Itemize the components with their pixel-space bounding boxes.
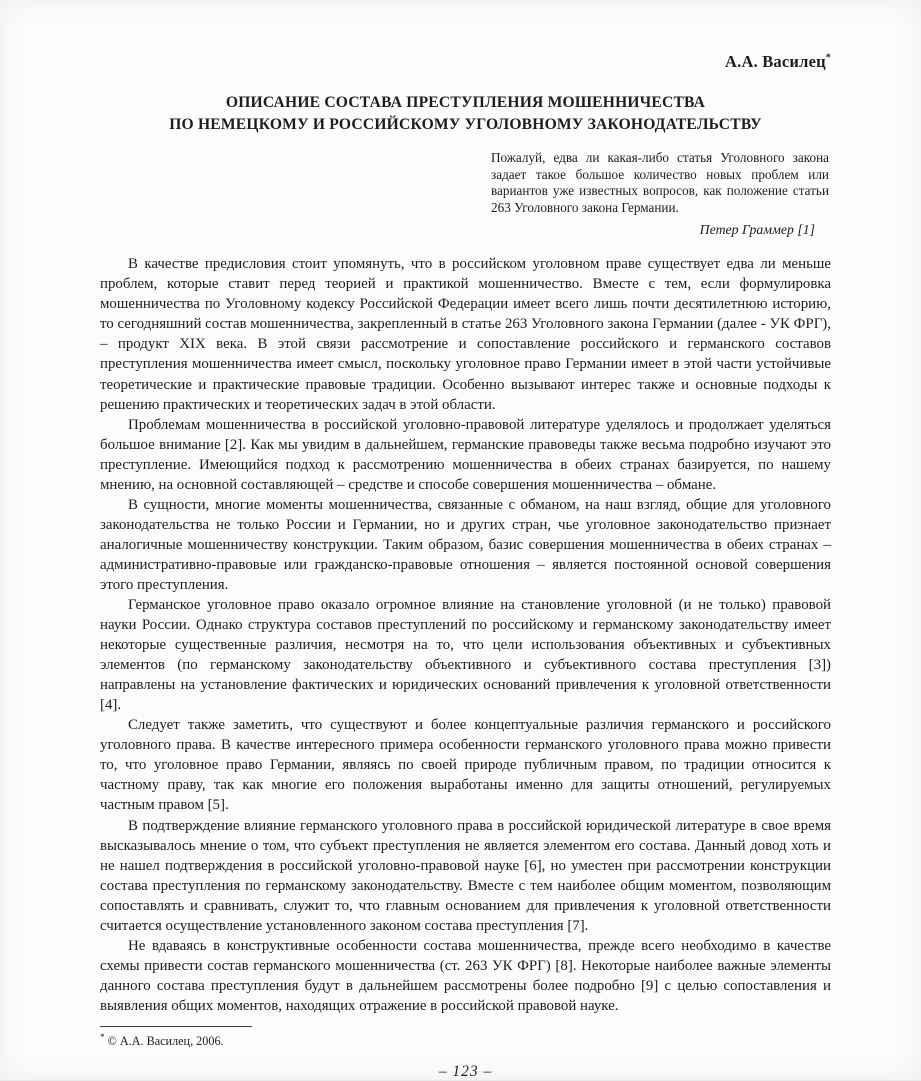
paragraph: В качестве предисловия стоит упомянуть, что в российском уголовном праве существует едва ли меньше проблем, которые ставит перед теорией и практикой мошенничество. Вместе с тем, если формулировка мошенничества по Уголовному кодексу Российской Федерации имеет всего лишь почти десятилетнюю историю, то сегодняшний состав мошенничества, закрепленный в статье 263 Уголовного закона Германии (далее - УК ФРГ), – продукт XIX века. В этой связи рассмотрение и сопоставление российского и германского составов преступления мошенничества имеет смысл, поскольку уголовное право Германии имеет в этой части устойчивые теоретические и практические правовые традиции. Особенно вызывают интерес также и основные подходы к решению практических и теоретических задач в этой области. [100, 256, 831, 413]
paper-title-line-2: ПО НЕМЕЦКОМУ И РОССИЙСКОМУ УГОЛОВНОМУ ЗАКОНОДАТЕЛЬСТВУ [169, 115, 762, 133]
paper-title [100, 92, 831, 136]
author-name: А.А. Василец [725, 52, 826, 71]
epigraph-attribution: Петер Граммер [1] [699, 222, 815, 238]
paragraph: Проблемам мошенничества в российской уголовно-правовой литературе уделялось и продолжает уделяться большое внимание [2]. Как мы увидим в дальнейшем, германские правоведы также весьма подробно изучают это преступление. Имеющийся подход к рассмотрению мошенничества в обеих странах базируется, по нашему мнению, на основной составляющей – средстве и способе совершения мошенничества – обмане. [100, 416, 831, 493]
page-number: – 123 – [438, 1063, 493, 1081]
epigraph-text: Пожалуй, едва ли какая-либо статья Уголовного закона задает такое большое количество новых проблем или вариантов уже известных вопросов, как положение статьи 263 Уголовного закона Германии. [491, 149, 829, 216]
footnote-divider [100, 1026, 252, 1027]
footnote [100, 1032, 831, 1049]
footnote-text: © А.А. Василец, 2006. [104, 1034, 224, 1049]
footnote-block [100, 1026, 831, 1049]
footnote-mark: * [100, 1032, 105, 1042]
author-footnote-mark: * [825, 52, 831, 64]
author-line [100, 52, 831, 72]
paragraph: Не вдаваясь в конструктивные особенности состава мошенничества, прежде всего необходимо в качестве схемы привести состав германского мошенничества (ст. 263 УК ФРГ) [8]. Некоторые наиболее важные элементы данного состава преступления будут в дальнейшем рассмотрены более подробно [9] с целью сопоставления и выявления общих моментов, находящих отражение в российской правовой науке. [100, 937, 831, 1014]
paragraph: В подтверждение влияние германского уголовного права в российской юридической литературе в свое время высказывалось мнение о том, что субъект преступления не является элементом его состава. Данный довод хоть и не нашел подтверждения в российской уголовно-правовой науке [6], но уместен при рассмотрении конструкции состава преступления по германскому законодательству. Вместе с тем наиболее общим моментом, позволяющим сопоставлять и сравнивать, служит то, что главным основанием для привлечения к уголовной ответственности считается осуществление установленного законом состава преступления [7]. [100, 817, 831, 934]
paragraph: Следует также заметить, что существуют и более концептуальные различия германского и российского уголовного права. В качестве интересного примера особенности германского уголовного права можно привести то, что уголовное право Германии, являясь по своей природе публичным правом, по традиции относится к частному праву, так как многие его положения выработаны именно для защиты отношений, регулируемых частным правом [5]. [100, 717, 831, 814]
paragraph: Германское уголовное право оказало огромное влияние на становление уголовной (и не только) правовой науки России. Однако структура составов преступлений по российскому и германскому законодательству имеет некоторые существенные различия, несмотря на то, что цели использования объективных и субъективных элементов (по германскому законодательству объективного и субъективного состава преступления [3]) направлены на установление фактических и юридических оснований привлечения к уголовной ответственности [4]. [100, 597, 831, 714]
article-body [100, 254, 831, 1016]
paper-title-line-1: ОПИСАНИЕ СОСТАВА ПРЕСТУПЛЕНИЯ МОШЕННИЧЕСТВА [225, 94, 706, 111]
paragraph: В сущности, многие моменты мошенничества, связанные с обманом, на наш взгляд, общие для уголовного законодательства не только России и Германии, но и других стран, чье уголовное законодательство признает аналогичные мошенничеству конструкции. Таким образом, базис совершения мошенничества в обеих странах – административно-правовые или гражданско-правовые отношения – является постоянной основой совершения этого преступления. [100, 496, 831, 593]
